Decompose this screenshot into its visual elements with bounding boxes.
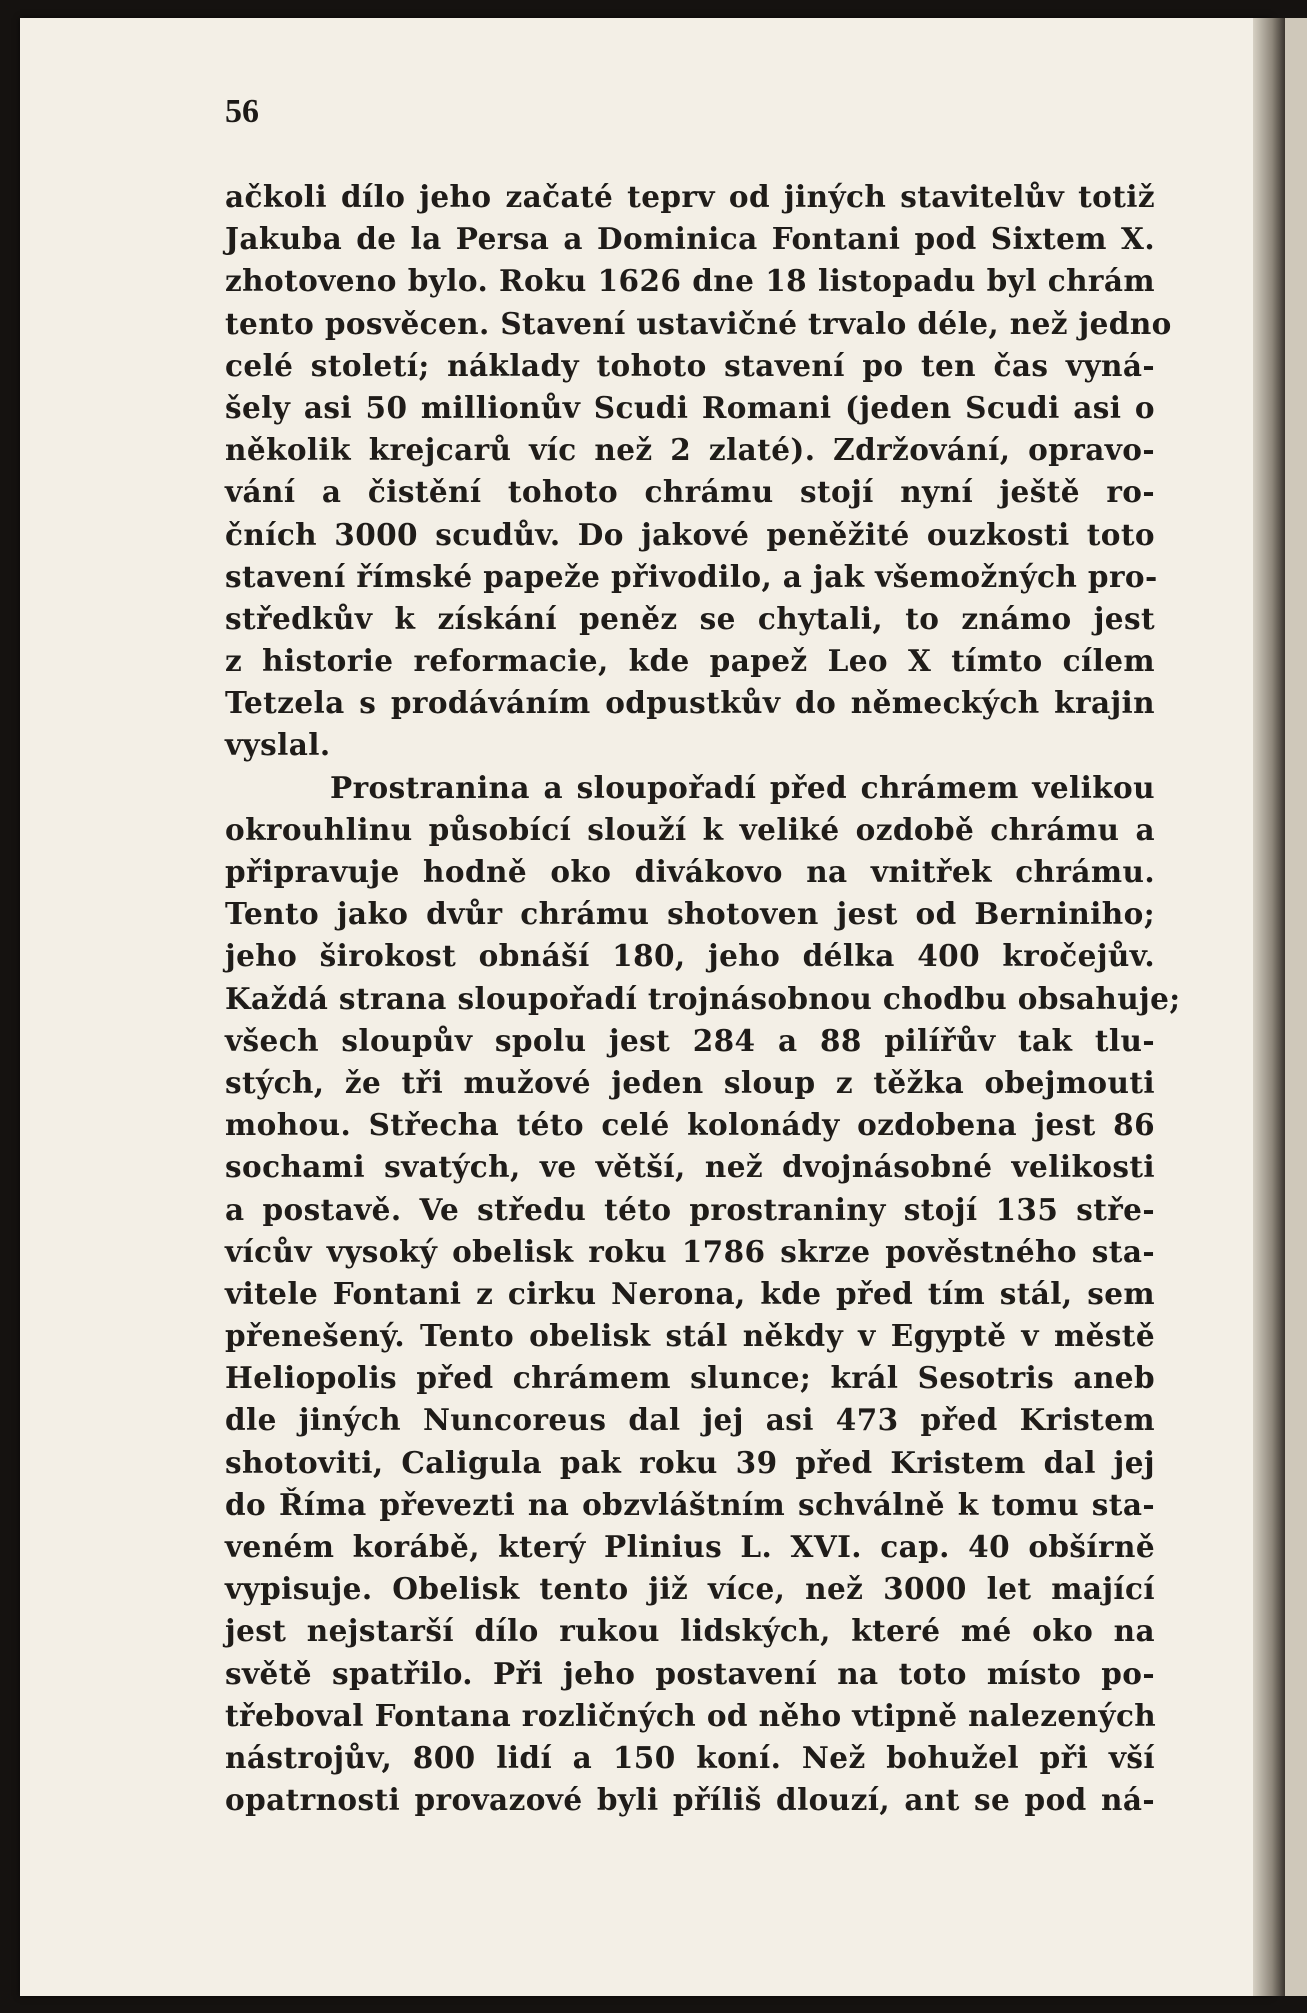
text-line: středkův k získání peněz se chytali, to známo jest: [225, 600, 1155, 636]
text-line: několik krejcarů víc než 2 zlaté). Zdržování, opravo-: [225, 432, 1155, 468]
text-line: dle jiných Nuncoreus dal jej asi 473 před Kristem: [225, 1402, 1155, 1438]
text-line: přenešený. Tento obelisk stál někdy v Egyptě v městě: [225, 1318, 1155, 1354]
text-line: šely asi 50 millionův Scudi Romani (jeden Scudi asi o: [225, 389, 1155, 425]
text-line: okrouhlinu působící slouží k veliké ozdobě chrámu a: [225, 811, 1155, 847]
text-line: Prostranina a sloupořadí před chrámem velikou: [330, 769, 1155, 805]
text-line: vání a čistění tohoto chrámu stojí nyní ještě ro-: [225, 474, 1155, 510]
text-line: z historie reformacie, kde papež Leo X tímto cílem: [225, 643, 1155, 679]
text-line: vypisuje. Obelisk tento již více, než 3000 let mající: [225, 1571, 1155, 1607]
text-line: opatrnosti provazové byli příliš dlouzí, ant se pod ná-: [225, 1782, 1155, 1818]
text-line: a postavě. Ve středu této prostraniny stojí 135 stře-: [225, 1191, 1155, 1227]
text-line: Heliopolis před chrámem slunce; král Sesotris aneb: [225, 1360, 1155, 1396]
text-line: stých, že tři mužové jeden sloup z těžka obejmouti: [225, 1064, 1155, 1100]
body-text: [225, 176, 1181, 1821]
text-line: vícův vysoký obelisk roku 1786 skrze pověstného sta-: [225, 1233, 1155, 1269]
page-number: 56: [225, 93, 259, 130]
text-line: veném korábě, který Plinius L. XVI. cap. 40 obšírně: [225, 1529, 1155, 1564]
text-line: zhotoveno bylo. Roku 1626 dne 18 listopadu byl chrám: [225, 263, 1155, 299]
facing-page-edge: [1285, 18, 1307, 1996]
text-line: vitele Fontani z cirku Nerona, kde před tím stál, sem: [225, 1275, 1155, 1311]
text-line: mohou. Střecha této celé kolonády ozdobena jest 86: [225, 1107, 1155, 1143]
text-line: čních 3000 scudův. Do jakové peněžité ouzkosti toto: [225, 516, 1155, 552]
text-line: Jakuba de la Persa a Dominica Fontani pod Sixtem X.: [225, 221, 1155, 257]
text-line: sochami svatých, ve větší, než dvojnásobné velikosti: [225, 1149, 1155, 1185]
text-line: světě spatřilo. Při jeho postavení na toto místo po-: [225, 1655, 1155, 1691]
text-line: připravuje hodně oko divákovo na vnitřek chrámu.: [225, 854, 1155, 889]
text-line: stavení římské papeže přivodilo, a jak všemožných pro-: [225, 558, 1158, 594]
text-line: shotoviti, Caligula pak roku 39 před Kristem dal jej: [225, 1444, 1155, 1480]
text-line: všech sloupův spolu jest 284 a 88 pilířův tak tlu-: [225, 1022, 1155, 1058]
text-line: Každá strana sloupořadí trojnásobnou chodbu obsahuje;: [225, 980, 1181, 1016]
paragraph: [225, 767, 1181, 1822]
text-line: celé století; náklady tohoto stavení po ten čas vyná-: [225, 347, 1155, 383]
text-line: třeboval Fontana rozličných od něho vtipně nalezených: [225, 1697, 1157, 1733]
paragraph: [225, 176, 1172, 767]
text-line: jest nejstarší dílo rukou lidských, které mé oko na: [225, 1613, 1155, 1649]
text-line: Tento jako dvůr chrámu shotoven jest od Berniniho;: [225, 896, 1155, 932]
book-gutter: [1253, 18, 1285, 1996]
text-line: Tetzela s prodáváním odpustkův do německých krajin: [225, 685, 1155, 721]
text-line: ačkoli dílo jeho začaté teprv od jiných stavitelův totiž: [225, 179, 1155, 214]
text-line: jeho širokost obnáší 180, jeho délka 400 kročejův.: [225, 938, 1155, 974]
text-line: do Říma převezti na obzvláštním schválně k tomu sta-: [225, 1486, 1155, 1522]
text-line: vyslal.: [225, 727, 331, 763]
text-line: nástrojův, 800 lidí a 150 koní. Než bohužel při vší: [225, 1739, 1155, 1775]
text-line: tento posvěcen. Stavení ustavičné trvalo déle, než jedno: [225, 305, 1172, 341]
